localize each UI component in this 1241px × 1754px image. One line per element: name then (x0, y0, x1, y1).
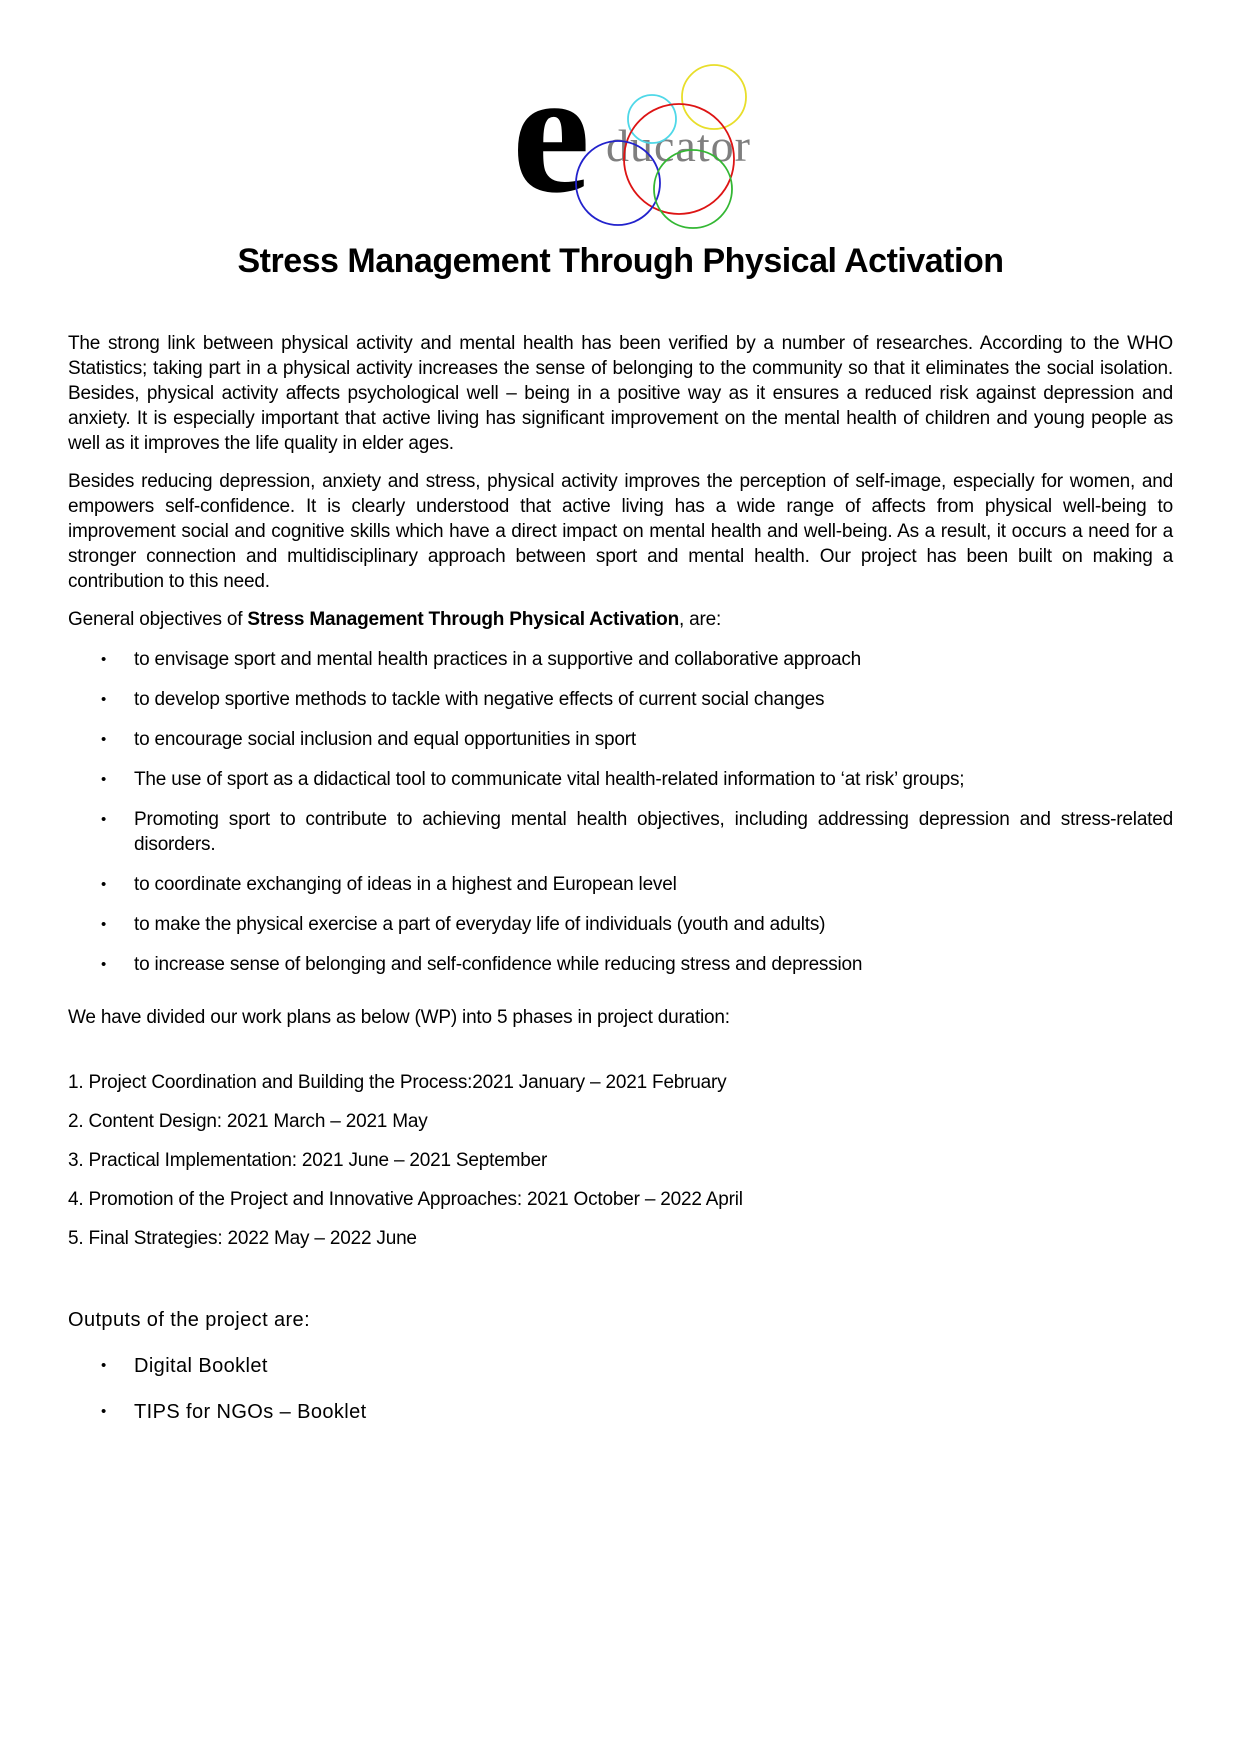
phase-text: 2. Content Design: 2021 March – 2021 May (68, 1111, 428, 1132)
objectives-intro-project-name: Stress Management Through Physical Activation (247, 609, 679, 630)
objective-item (68, 952, 1173, 977)
output-item (68, 1399, 1173, 1425)
phase-item (68, 1187, 1173, 1212)
objective-text: to coordinate exchanging of ideas in a highest and European level (134, 874, 677, 895)
output-item (68, 1353, 1173, 1379)
bullet-icon: • (101, 691, 107, 708)
educator-logo (456, 45, 786, 235)
outputs-heading: Outputs of the project are: (68, 1309, 311, 1331)
objective-text: to envisage sport and mental health practices in a supportive and collaborative approach (134, 649, 862, 670)
document-title: Stress Management Through Physical Activation (237, 242, 1004, 280)
phase-item (68, 1070, 1173, 1095)
phase-item (68, 1148, 1173, 1173)
objective-item (68, 807, 1173, 857)
objectives-intro-prefix: General objectives of (68, 609, 248, 630)
bullet-icon: • (101, 916, 107, 933)
bullet-icon: • (101, 956, 107, 973)
outputs-list (68, 1353, 1173, 1425)
paragraph-intro-2: Besides reducing depression, anxiety and stress, physical activity improves the perception of self-image, especially for women, and empowers self-confidence. It is clearly understood that active living has a wide range of affects from physical well-being to improvement social and cognitive skills which have a direct impact on mental health and well-being. As a result, it occurs a need for a stronger connection and multidisciplinary approach between sport and mental health. Our project has been built on making a contribution to this need. (68, 471, 1173, 592)
objective-text: to develop sportive methods to tackle with negative effects of current social changes (134, 689, 825, 710)
bullet-icon: • (101, 771, 107, 788)
bullet-icon: • (101, 876, 107, 893)
objective-text: to encourage social inclusion and equal opportunities in sport (134, 729, 636, 750)
phase-text: 5. Final Strategies: 2022 May – 2022 June (68, 1228, 417, 1249)
objective-text: The use of sport as a didactical tool to communicate vital health-related information to ‘at risk’ groups; (134, 769, 965, 790)
bullet-icon: • (101, 731, 107, 748)
bullet-icon: • (101, 811, 107, 828)
paragraph-intro-1: The strong link between physical activity and mental health has been verified by a number of researches. According to the WHO Statistics; taking part in a physical activity increases the sense of belonging to the community so that it eliminates the social isolation. Besides, physical activity affects psychological well – being in a positive way as it ensures a reduced risk against depression and anxiety. It is especially important that active living has significant improvement on the mental health of children and young people as well as it improves the life quality in elder ages. (68, 333, 1173, 454)
objective-text: Promoting sport to contribute to achieving mental health objectives, including addressing depression and stress-related disorders. (134, 809, 1173, 855)
phases-list (68, 1070, 1173, 1251)
phase-item (68, 1226, 1173, 1251)
phase-text: 3. Practical Implementation: 2021 June – 2021 September (68, 1150, 548, 1171)
output-text: Digital Booklet (134, 1355, 268, 1377)
objective-text: to increase sense of belonging and self-confidence while reducing stress and depression (134, 954, 863, 975)
objectives-list (68, 647, 1173, 977)
bullet-icon: • (101, 1403, 107, 1420)
objective-item (68, 647, 1173, 672)
objective-item (68, 727, 1173, 752)
output-text: TIPS for NGOs – Booklet (134, 1401, 367, 1423)
objective-item (68, 872, 1173, 897)
work-plan-intro: We have divided our work plans as below (WP) into 5 phases in project duration: (68, 1007, 730, 1028)
objective-text: to make the physical exercise a part of everyday life of individuals (youth and adults) (134, 914, 826, 935)
bullet-icon: • (101, 651, 107, 668)
phase-text: 4. Promotion of the Project and Innovative Approaches: 2021 October – 2022 April (68, 1189, 743, 1210)
objectives-intro-suffix: , are: (679, 609, 722, 630)
logo-letter-e: e (511, 45, 590, 230)
objectives-intro (68, 607, 1173, 632)
phase-text: 1. Project Coordination and Building the Process:2021 January – 2021 February (68, 1072, 727, 1093)
bullet-icon: • (101, 1357, 107, 1374)
objective-item (68, 767, 1173, 792)
objective-item (68, 912, 1173, 937)
logo-word: ducator (605, 120, 751, 171)
objective-item (68, 687, 1173, 712)
phase-item (68, 1109, 1173, 1134)
